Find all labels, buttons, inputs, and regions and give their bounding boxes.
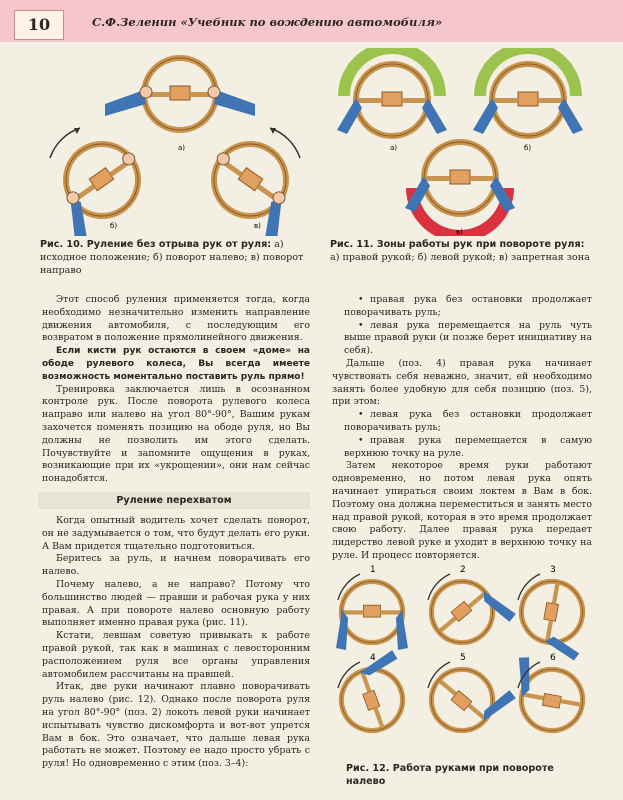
fig10-caption-text: а) исходное положение; б) поворот налево; в) поворот направо xyxy=(40,239,304,276)
fig12-num-5: 5 xyxy=(460,653,466,663)
fig10-label-b: б) xyxy=(110,222,118,230)
paragraph: Дальше (поз. 4) правая рука начинает чувствовать себя неважно, значит, ей необходимо занять более удобную для себя позицию (поз. 5), при этом: xyxy=(332,357,592,408)
paragraph: Затем некоторое время руки работают одновременно, но потом левая рука опять начинает упираться своим локтем в Вам в бок. Поэтому она должна переместиться и занять место над правой рукой, которая в это время продолжает свою работу. Далее правая рука передает лидерство левой руке и уходит в верхнюю точку на руле. И процесс повторяется. xyxy=(332,460,592,561)
fig10-label-a: а) xyxy=(178,144,186,152)
running-title: С.Ф.Зеленин «Учебник по вождению автомобиля» xyxy=(92,15,443,29)
paragraph: Беритесь за руль, и начнем поворачивать его налево. xyxy=(42,553,310,578)
list-item: • правая рука перемещается в самую верхнюю точку на руле. xyxy=(344,434,592,459)
fig12-num-3: 3 xyxy=(550,565,556,575)
fig12-num-2: 2 xyxy=(460,565,466,575)
fig11-caption xyxy=(330,238,592,264)
list-item: • правая рука без остановки продолжает поворачивать руль; xyxy=(344,294,592,318)
fig10-caption-title: Рис. 10. Руление без отрыва рук от руля: xyxy=(40,239,272,250)
figure-10 xyxy=(40,48,310,236)
paragraph: Почему налево, а не направо? Потому что большинство людей — правши и рабочая рука у них правая. А при повороте налево основную работу выполняет именно правая рука (рис. 11). xyxy=(42,578,310,629)
fig11-label-a: а) xyxy=(390,144,398,152)
fig10-caption xyxy=(40,238,312,277)
fig12-caption-title: Рис. 12. Работа руками при повороте налево xyxy=(346,763,554,787)
emphasis-paragraph: Если кисти рук остаются в своем «доме» на ободе рулевого колеса, Вы всегда имеете возможность моментально поставить руль прямо! xyxy=(42,346,310,382)
paragraph: Итак, две руки начинают плавно поворачивать руль налево (рис. 12). Однако после поворота руля на угол 80°-90° (поз. 2) локоть левой руки начинает испытывать чувство дискомфорта и вот-вот упрется Вам в бок. Это означает, что дальше левая рука работать не может. Поэтому ее надо просто убрать с руля! Но одновременно с этим (поз. 3–4): xyxy=(42,681,310,770)
figure-12 xyxy=(330,560,598,760)
fig11-caption-title: Рис. 11. Зоны работы рук при повороте руля: xyxy=(330,239,585,250)
fig12-caption xyxy=(346,762,596,788)
paragraph: Кстати, левшам советую привыкать к работе правой рукой, так как в машинах с левосторонним расположением руля все органы управления автомобилем рассчитаны на правшей. xyxy=(42,630,310,680)
paragraph: Этот способ руления применяется тогда, когда необходимо незначительно изменить направление движения автомобиля, с последующим его возвратом в положение прямолинейного движения. xyxy=(42,294,310,344)
left-column xyxy=(42,294,310,771)
fig12-num-4: 4 xyxy=(370,653,376,663)
list-item: • левая рука перемещается на руль чуть выше правой руки (и позже берет инициативу на себя). xyxy=(344,319,592,357)
page-header xyxy=(0,0,623,42)
list-item: • левая рука без остановки продолжает поворачивать руль; xyxy=(344,409,592,433)
fig11-caption-text: а) правой рукой; б) левой рукой; в) запретная зона xyxy=(330,252,590,263)
fig11-label-c: в) xyxy=(456,228,463,236)
fig11-label-b: б) xyxy=(524,144,532,152)
fig12-num-6: 6 xyxy=(550,653,556,663)
paragraph: Когда опытный водитель хочет сделать поворот, он не задумывается о том, что будут делать его руки. А Вам придется тщательно подготовиться. xyxy=(42,514,310,552)
subheading: Руление перехватом xyxy=(38,492,310,509)
page-number: 10 xyxy=(14,10,64,40)
figure-11 xyxy=(330,48,598,236)
paragraph: Тренировка заключается лишь в осознанном контроле рук. После поворота рулевого колеса направо или налево на угол 80°-90°, Вашим рукам захочется поменять позицию на ободе руля, но Вы должны не позволить им этого сделать. Почувствуйте и запомните ощущения в руках, возникающие при их «укрощении», они нам сейчас понадобятся. xyxy=(42,383,310,485)
fig12-num-1: 1 xyxy=(370,565,376,575)
fig10-label-c: в) xyxy=(254,222,261,230)
right-column xyxy=(332,294,592,563)
